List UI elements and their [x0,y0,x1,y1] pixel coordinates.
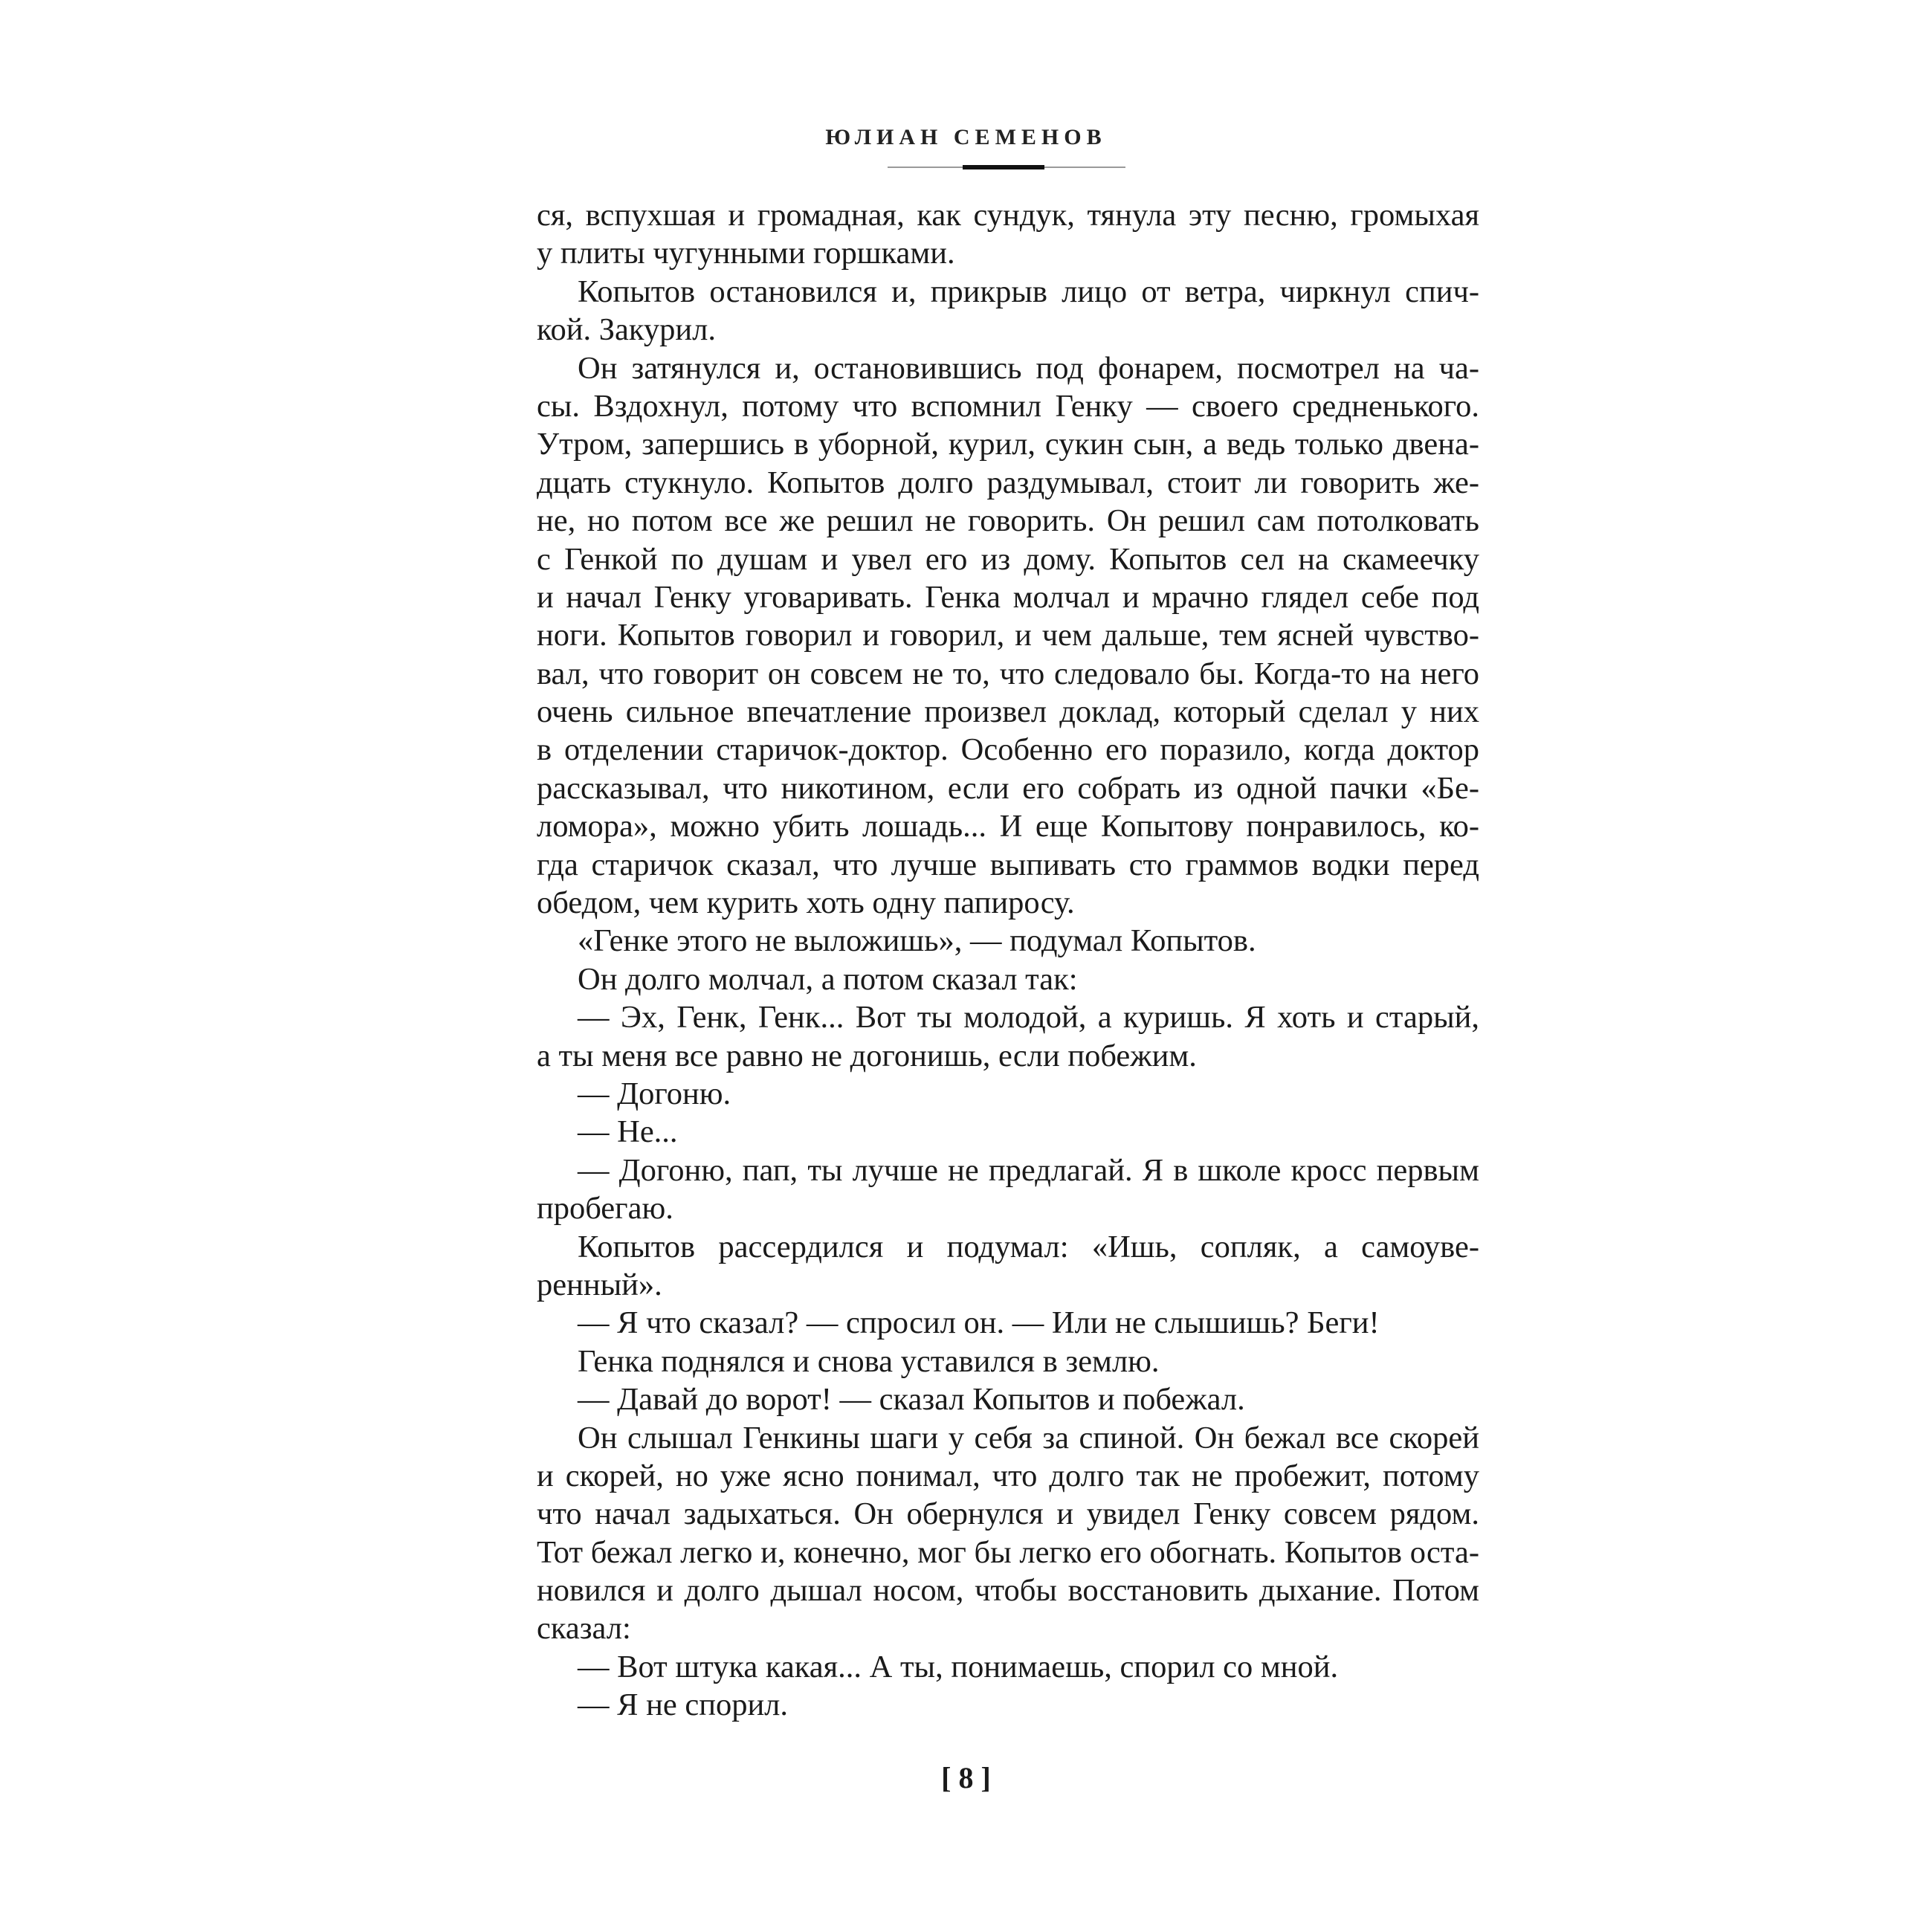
text-line: пробегаю. [537,1191,673,1227]
text-line: вал, что говорит он совсем не то, что следовало бы. Когда-то на него [537,656,1479,691]
text-line: Он затянулся и, остановившись под фонарем, посмотрел на ча- [578,350,1479,386]
text-line: рассказывал, что никотином, если его собрать из одной пачки «Бе- [537,770,1479,806]
page-number: [ 8 ] [941,1761,991,1794]
text-line: не, но потом все же решил не говорить. Он решил сам потолковать [537,503,1479,539]
running-head-author: ЮЛИАН СЕМЕНОВ [825,125,1107,149]
text-line: гда старичок сказал, что лучше выпивать сто граммов водки перед [537,847,1479,882]
text-line: и начал Генку уговаривать. Генка молчал и мрачно глядел себе под [537,579,1479,615]
text-line: ноги. Копытов говорил и говорил, и чем дальше, тем ясней чувство- [537,618,1479,653]
text-line: — Я что сказал? — спросил он. — Или не слышишь? Беги! [578,1305,1380,1341]
text-line: Утром, запершись в уборной, курил, сукин сын, а ведь только двена- [537,427,1479,462]
text-line: — Не... [578,1114,678,1150]
text-line: ся, вспухшая и громадная, как сундук, тянула эту песню, громыхая [537,198,1479,233]
text-line: Он слышал Генкины шаги у себя за спиной. Он бежал все скорей [578,1420,1479,1456]
text-line: — Догоню, пап, ты лучше не предлагай. Я в школе кросс первым [578,1152,1479,1188]
text-line: ломора», можно убить лошадь... И еще Копытову понравилось, ко- [537,809,1479,844]
text-line: — Эх, Генк, Генк... Вот ты молодой, а куришь. Я хоть и старый, [578,1000,1479,1036]
text-line: — Вот штука какая... А ты, понимаешь, спорил со мной. [578,1649,1339,1684]
text-line: новился и долго дышал носом, чтобы восстановить дыхание. Потом [537,1573,1479,1609]
text-line: — Догоню. [578,1076,731,1111]
text-line: кой. Закурил. [537,312,717,348]
text-line: а ты меня все равно не догонишь, если побежим. [537,1038,1197,1073]
text-line: Генка поднялся и снова уставился в землю. [578,1343,1160,1379]
text-line: — Давай до ворот! — сказал Копытов и побежал. [578,1382,1245,1418]
text-line: сказал: [537,1611,631,1647]
text-line: дцать стукнуло. Копытов долго раздумывал, стоит ли говорить же- [537,465,1479,500]
text-line: сы. Вздохнул, потому что вспомнил Генку — своего средненького. [537,388,1479,424]
text-line: Он долго молчал, а потом сказал так: [578,961,1078,997]
text-line: «Генке этого не выложишь», — подумал Копытов. [578,923,1256,959]
text-line: в отделении старичок-доктор. Особенно его поразило, когда доктор [537,732,1479,768]
text-line: и скорей, но уже ясно понимал, что долго так не пробежит, потому [537,1458,1479,1493]
text-line: Тот бежал легко и, конечно, мог бы легко его обогнать. Копытов оста- [537,1534,1479,1570]
text-line: Копытов остановился и, прикрыв лицо от ветра, чиркнул спич- [578,274,1479,309]
body-text [537,196,1479,1725]
text-line: у плиты чугунными горшками. [537,236,955,271]
text-line: Копытов рассердился и подумал: «Ишь, сопляк, а самоуве- [578,1229,1479,1264]
text-line: с Генкой по душам и увел его из дому. Копытов сел на скамеечку [537,541,1479,577]
text-line: очень сильное впечатление произвел доклад, который сделал у них [537,694,1479,730]
text-line: что начал задыхаться. Он обернулся и увидел Генку совсем рядом. [537,1496,1479,1532]
header-rule-accent [963,165,1044,169]
text-line: — Я не спорил. [578,1687,789,1723]
text-line: обедом, чем курить хоть одну папиросу. [537,885,1075,921]
text-line: ренный». [537,1267,662,1302]
